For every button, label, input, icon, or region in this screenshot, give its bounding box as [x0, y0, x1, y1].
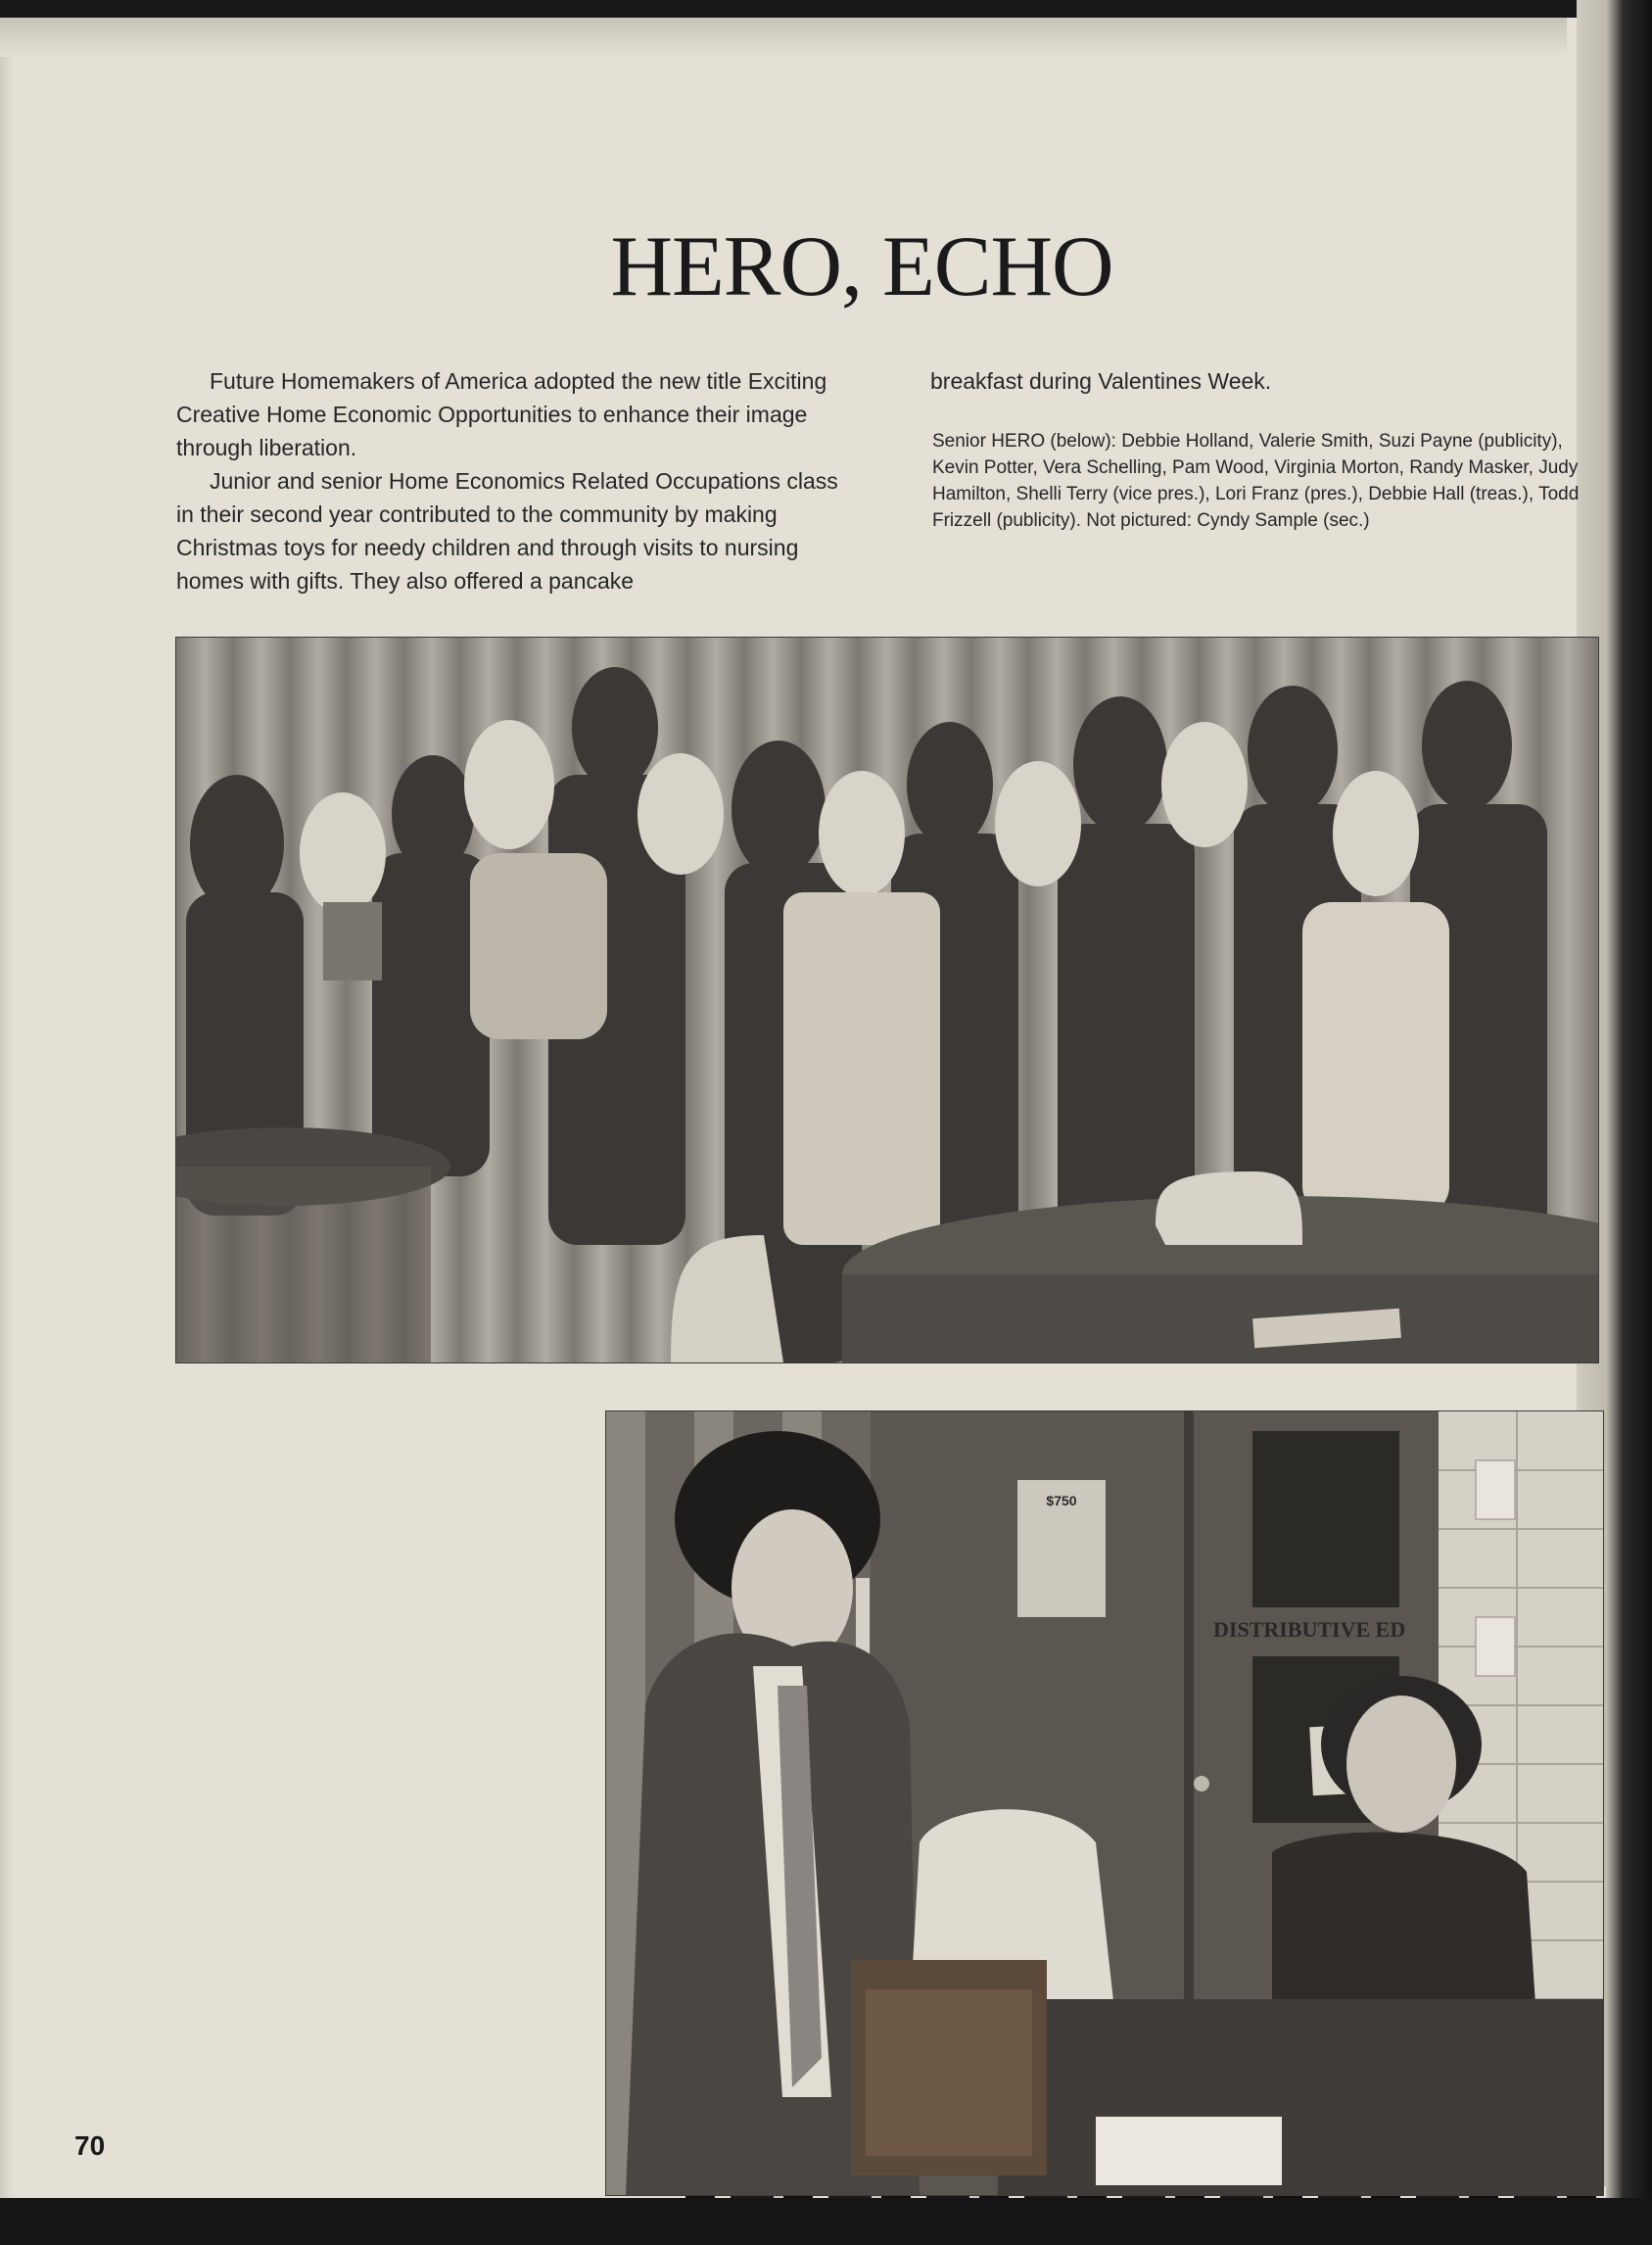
door-sign: DISTRIBUTIVE ED — [1213, 1617, 1406, 1642]
page-top-shadow — [0, 18, 1567, 57]
group-photo-image — [176, 638, 1598, 1362]
body-text-left-column — [176, 364, 842, 597]
body-paragraph-2: Junior and senior Home Economics Related Occupations class in their second year contributed to the community by making Christmas toys for needy children and through visits to nursing homes with gifts. They also offered a pancake — [176, 468, 838, 594]
page-number: 70 — [74, 2130, 106, 2161]
poster-amount: $750 — [1046, 1493, 1077, 1508]
page-title: HERO, ECHO — [610, 219, 1113, 314]
teacher-photo-image — [606, 1411, 1603, 2195]
teacher-photo — [605, 1410, 1604, 2196]
group-photo — [175, 637, 1599, 1363]
body-text-continuation: breakfast during Valentines Week. — [930, 368, 1272, 394]
page-left-edge — [0, 57, 14, 2198]
photo-caption: Senior HERO (below): Debbie Holland, Valerie Smith, Suzi Payne (publicity), Kevin Potter, Vera Schelling, Pam Wood, Virginia Morton, Randy Masker, Judy Hamilton, Shelli Terry (vice pres.), Lori Franz (pres.), Debbie Hall (treas.), Todd Frizzell (publicity). Not pictured: Cyndy Sample (sec.) — [932, 431, 1580, 531]
body-paragraph-1: Future Homemakers of America adopted the new title Exciting Creative Home Economic Opportunities to enhance their image through liberation. — [176, 368, 827, 460]
page-bottom-strip — [0, 2198, 1652, 2245]
